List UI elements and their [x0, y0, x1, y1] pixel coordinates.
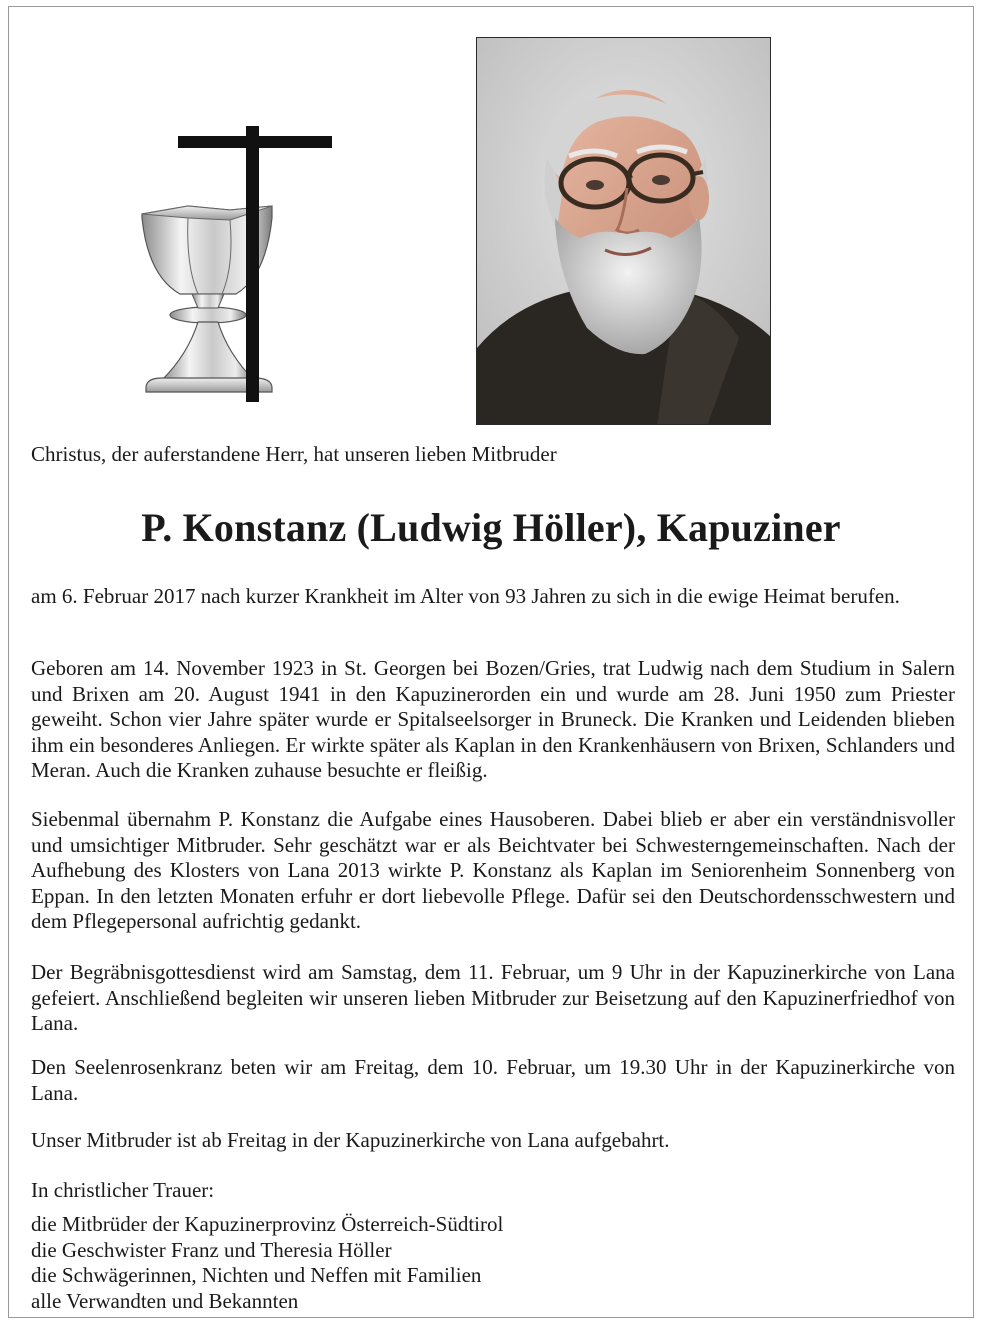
- paragraph-funeral: Der Begräbnisgottesdienst wird am Samstag, dem 11. Februar, um 9 Uhr in der Kapuzinerkirche von Lana gefeiert. Anschließend begleiten wir unseren lieben Mitbruder zur Beisetzung auf den Kapuzinerfriedhof von Lana.: [31, 960, 955, 1035]
- intro-line: Christus, der auferstandene Herr, hat unseren lieben Mitbruder: [31, 442, 557, 466]
- cross-and-chalice-icon: [136, 126, 340, 408]
- mourners-list: [31, 1212, 503, 1314]
- portrait-photo: [476, 37, 771, 425]
- paragraph-rosary: Den Seelenrosenkranz beten wir am Freitag, dem 10. Februar, um 19.30 Uhr in der Kapuzinerkirche von Lana.: [31, 1055, 955, 1105]
- paragraph-service: Siebenmal übernahm P. Konstanz die Aufgabe eines Hausoberen. Dabei blieb er aber ein verständnisvoller und umsichtiger Mitbruder. Sehr geschätzt war er als Beichtvater bei Schwesterngemeinschaften. Nach der Aufhebung des Klosters von Lana 2013 wirkte P. Konstanz als Kaplan im Seniorenheim Sonnenberg von Eppan. In den letzten Monaten erfuhr er dort liebevolle Pflege. Dafür sei den Deutschordensschwestern und dem Pflegepersonal aufrichtig gedankt.: [31, 807, 955, 933]
- deceased-name: P. Konstanz (Ludwig Höller), Kapuziner: [141, 505, 841, 550]
- closing-line: In christlicher Trauer:: [31, 1178, 215, 1202]
- paragraph-biography: Geboren am 14. November 1923 in St. Georgen bei Bozen/Gries, trat Ludwig nach dem Studium in Salern und Brixen am 20. August 1941 in den Kapuzinerorden ein und wurde am 28. Juni 1950 zum Priester geweiht. Schon vier Jahre später wurde er Spitalseelsorger in Bruneck. Die Kranken und Leidenden blieben ihm ein besonderes Anliegen. Er wirkte später als Kaplan in den Krankenhäusern von Brixen, Schlanders und Meran. Auch die Kranken zuhause besuchte er fleißig.: [31, 656, 955, 782]
- mourner-item: alle Verwandten und Bekannten: [31, 1288, 299, 1313]
- mourner-item: die Mitbrüder der Kapuzinerprovinz Österreich-Südtirol: [31, 1212, 504, 1236]
- paragraph-lying-in-state: Unser Mitbruder ist ab Freitag in der Kapuzinerkirche von Lana aufgebahrt.: [31, 1128, 670, 1152]
- mourner-item: die Geschwister Franz und Theresia Höller: [31, 1237, 392, 1262]
- mourner-item: die Schwägerinnen, Nichten und Neffen mit Familien: [31, 1263, 482, 1287]
- paragraph-death-notice: am 6. Februar 2017 nach kurzer Krankheit im Alter von 93 Jahren zu sich in die ewige Heimat berufen.: [31, 584, 900, 608]
